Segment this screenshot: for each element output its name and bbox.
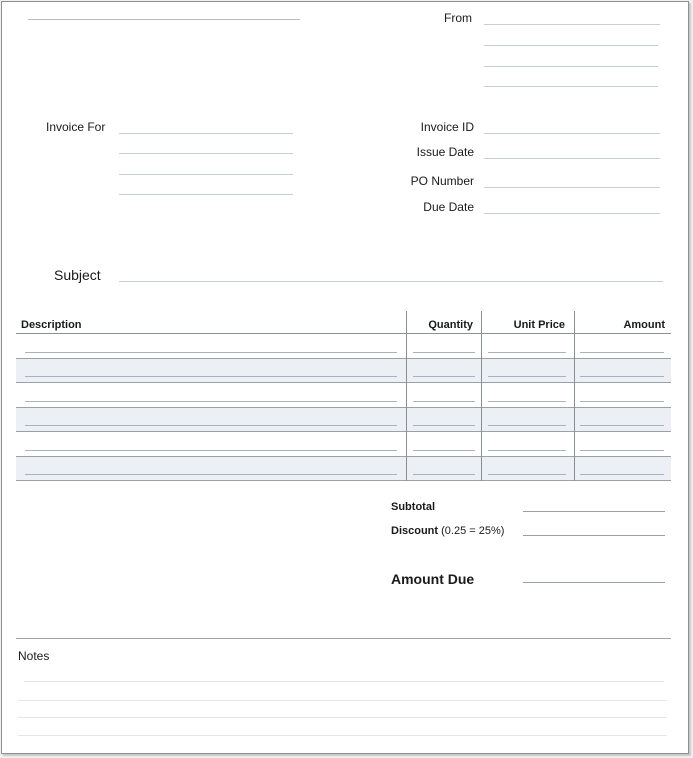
notes-line-1 xyxy=(24,681,664,682)
invoice-for-field-1[interactable] xyxy=(119,119,293,133)
table-row xyxy=(16,383,671,408)
quantity-cell-line xyxy=(413,425,475,426)
discount-label-text: Discount xyxy=(391,525,439,537)
invoice-for-field-4[interactable] xyxy=(119,180,293,194)
invoice-id-line xyxy=(484,133,660,134)
invoice-id-label: Invoice ID xyxy=(420,120,474,134)
invoice-id-field[interactable] xyxy=(484,119,660,133)
issue-date-line xyxy=(484,158,660,159)
unit-price-cell-line xyxy=(488,425,566,426)
notes-line-4 xyxy=(18,735,667,736)
from-line-1 xyxy=(484,24,660,25)
table-body xyxy=(16,334,671,481)
subtotal-line xyxy=(523,511,665,512)
column-header-unit-price: Unit Price xyxy=(513,319,565,331)
due-date-field[interactable] xyxy=(484,199,660,213)
amount-cell-line xyxy=(580,376,664,377)
po-number-field[interactable] xyxy=(484,173,660,187)
notes-line-2 xyxy=(18,700,667,701)
table-row xyxy=(16,334,671,359)
table-row xyxy=(16,457,671,482)
quantity-cell-line xyxy=(413,401,475,402)
subtotal-field[interactable] xyxy=(523,497,665,511)
discount-field[interactable] xyxy=(523,521,665,535)
column-divider-unit-price xyxy=(481,311,482,481)
table-row xyxy=(16,432,671,457)
due-date-label: Due Date xyxy=(423,200,474,214)
from-field-2[interactable] xyxy=(484,31,658,45)
invoice-for-line-2 xyxy=(119,153,293,154)
from-line-4 xyxy=(484,86,658,87)
invoice-sheet xyxy=(1,1,689,754)
unit-price-cell-line xyxy=(488,450,566,451)
table-header-row xyxy=(16,311,671,334)
unit-price-cell-line xyxy=(488,376,566,377)
subtotal-label: Subtotal xyxy=(391,501,435,513)
from-label: From xyxy=(444,11,472,25)
unit-price-cell-line xyxy=(488,474,566,475)
column-divider-amount xyxy=(574,311,575,481)
quantity-cell-line xyxy=(413,352,475,353)
column-header-quantity: Quantity xyxy=(428,319,473,331)
po-number-label: PO Number xyxy=(410,174,474,188)
issue-date-field[interactable] xyxy=(484,144,660,158)
amount-cell-line xyxy=(580,401,664,402)
invoice-for-field-3[interactable] xyxy=(119,160,293,174)
company-name-line xyxy=(28,19,300,20)
subject-line xyxy=(119,281,663,282)
column-header-description: Description xyxy=(21,319,82,331)
from-field-3[interactable] xyxy=(484,52,658,66)
discount-line xyxy=(523,535,665,536)
quantity-cell-line xyxy=(413,376,475,377)
from-line-3 xyxy=(484,66,658,67)
amount-cell-line xyxy=(580,474,664,475)
discount-hint: (0.25 = 25%) xyxy=(441,525,505,537)
notes-label: Notes xyxy=(18,649,50,663)
notes-divider xyxy=(16,638,671,639)
column-divider-quantity xyxy=(406,311,407,481)
invoice-for-field-2[interactable] xyxy=(119,139,293,153)
from-field-1[interactable] xyxy=(484,10,660,24)
quantity-cell-line xyxy=(413,450,475,451)
invoice-for-line-4 xyxy=(119,194,293,195)
company-name-field[interactable] xyxy=(26,6,300,20)
from-field-4[interactable] xyxy=(484,72,658,86)
amount-due-label: Amount Due xyxy=(391,571,475,587)
invoice-for-label: Invoice For xyxy=(46,120,106,134)
amount-due-line xyxy=(523,582,665,583)
notes-field[interactable] xyxy=(18,666,667,736)
subject-label: Subject xyxy=(54,267,101,283)
line-items-table xyxy=(16,311,671,481)
description-cell-line xyxy=(25,474,397,475)
description-cell-line xyxy=(25,352,397,353)
unit-price-cell-line xyxy=(488,352,566,353)
table-row xyxy=(16,359,671,384)
issue-date-label: Issue Date xyxy=(416,145,474,159)
amount-due-field[interactable] xyxy=(523,568,665,582)
amount-cell-line xyxy=(580,425,664,426)
invoice-for-line-3 xyxy=(119,174,293,175)
notes-line-3 xyxy=(18,717,667,718)
amount-cell-line xyxy=(580,352,664,353)
quantity-cell-line xyxy=(413,474,475,475)
subject-field[interactable] xyxy=(119,267,663,281)
description-cell-line xyxy=(25,450,397,451)
unit-price-cell-line xyxy=(488,401,566,402)
column-header-amount: Amount xyxy=(623,319,665,331)
description-cell-line xyxy=(25,376,397,377)
from-line-2 xyxy=(484,45,658,46)
description-cell-line xyxy=(25,401,397,402)
table-row xyxy=(16,408,671,433)
discount-label xyxy=(391,525,504,537)
po-number-line xyxy=(484,187,660,188)
invoice-for-line-1 xyxy=(119,133,293,134)
due-date-line xyxy=(484,213,660,214)
amount-cell-line xyxy=(580,450,664,451)
description-cell-line xyxy=(25,425,397,426)
